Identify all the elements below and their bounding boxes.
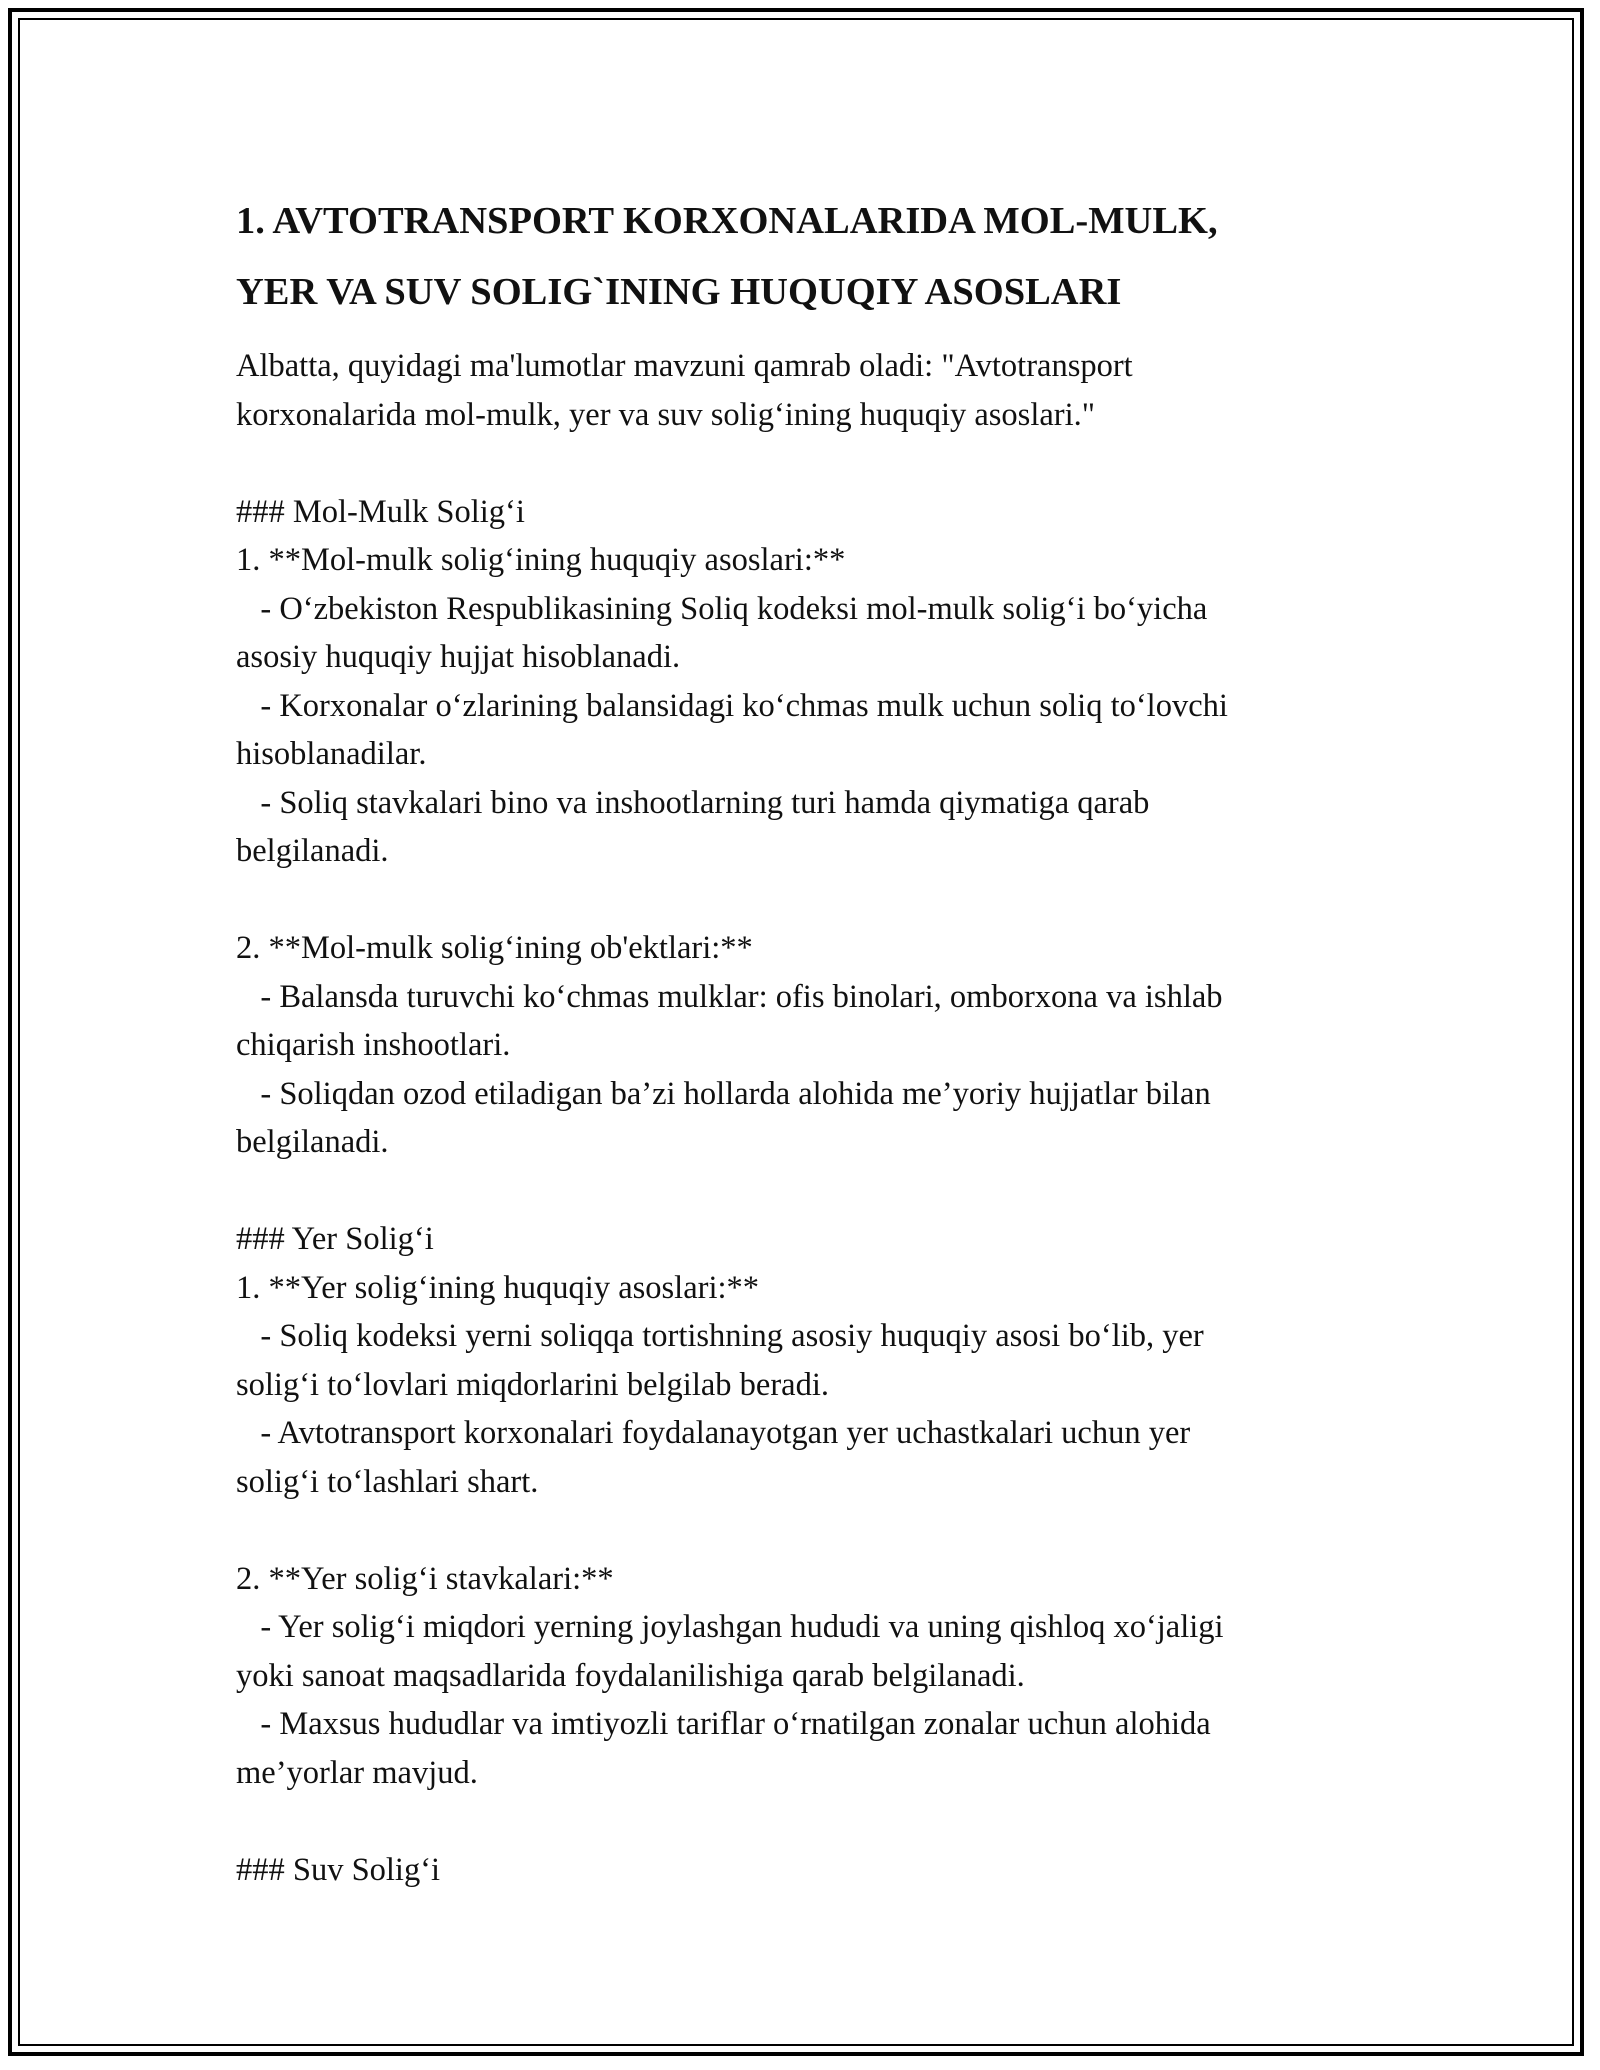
text-line: ### Mol-Mulk Solig‘i: [236, 493, 525, 530]
page-title: [236, 186, 1366, 328]
text-line: - Avtotransport korxonalari foydalanayotgan yer uchastkalari uchun yer: [236, 1415, 1191, 1451]
text-line: 1. **Mol-mulk solig‘ining huquqiy asoslari:**: [236, 542, 846, 578]
text-line: asosiy huquqiy hujjat hisoblanadi.: [236, 639, 681, 675]
blank-line: [236, 1797, 1366, 1846]
title-line: 1. AVTOTRANSPORT KORXONALARIDA MOL-MULK,: [236, 200, 1218, 242]
text-line: - Soliq kodeksi yerni soliqqa tortishning asosiy huquqiy asosi bo‘lib, yer: [236, 1318, 1204, 1354]
text-line: - Korxonalar o‘zlarining balansidagi ko‘chmas mulk uchun soliq to‘lovchi: [236, 687, 1228, 724]
text-line: belgilanadi.: [236, 833, 389, 869]
text-line: 1. **Yer solig‘ining huquqiy asoslari:**: [236, 1269, 760, 1306]
text-line: belgilanadi.: [236, 1124, 389, 1160]
text-line: me’yorlar mavjud.: [236, 1754, 478, 1791]
text-line: hisoblanadilar.: [236, 736, 427, 772]
document-content: [236, 186, 1366, 1894]
text-line: korxonalarida mol-mulk, yer va suv solig‘ining huquqiy asoslari.": [236, 396, 1096, 433]
blank-line: [236, 1167, 1366, 1216]
text-line: - Soliqdan ozod etiladigan ba’zi hollarda alohida me’yoriy hujjatlar bilan: [236, 1075, 1211, 1112]
text-line: chiqarish inshootlari.: [236, 1027, 511, 1063]
text-line: - O‘zbekiston Respublikasining Soliq kodeksi mol-mulk solig‘i bo‘yicha: [236, 590, 1208, 627]
text-line: solig‘i to‘lashlari shart.: [236, 1463, 539, 1500]
text-line: - Balansda turuvchi ko‘chmas mulklar: ofis binolari, omborxona va ishlab: [236, 978, 1223, 1015]
blank-line: [236, 439, 1366, 488]
text-line: yoki sanoat maqsadlarida foydalanilishiga qarab belgilanadi.: [236, 1657, 1025, 1694]
text-line: ### Yer Solig‘i: [236, 1221, 434, 1257]
text-line: solig‘i to‘lovlari miqdorlarini belgilab beradi.: [236, 1366, 829, 1403]
text-line: 2. **Yer solig‘i stavkalari:**: [236, 1560, 614, 1597]
text-line: - Yer solig‘i miqdori yerning joylashgan hududi va uning qishloq xo‘jaligi: [236, 1609, 1224, 1645]
text-line: ### Suv Solig‘i: [236, 1851, 441, 1888]
text-line: - Soliq stavkalari bino va inshootlarning turi hamda qiymatiga qarab: [236, 784, 1150, 821]
text-line: Albatta, quyidagi ma'lumotlar mavzuni qamrab oladi: "Avtotransport: [236, 348, 1133, 384]
text-line: - Maxsus hududlar va imtiyozli tariflar o‘rnatilgan zonalar uchun alohida: [236, 1706, 1211, 1742]
document-body: [236, 342, 1366, 1894]
blank-line: [236, 876, 1366, 925]
title-line: YER VA SUV SOLIG`INING HUQUQIY ASOSLARI: [236, 271, 1122, 313]
blank-line: [236, 1506, 1366, 1555]
text-line: 2. **Mol-mulk solig‘ining ob'ektlari:**: [236, 930, 753, 966]
